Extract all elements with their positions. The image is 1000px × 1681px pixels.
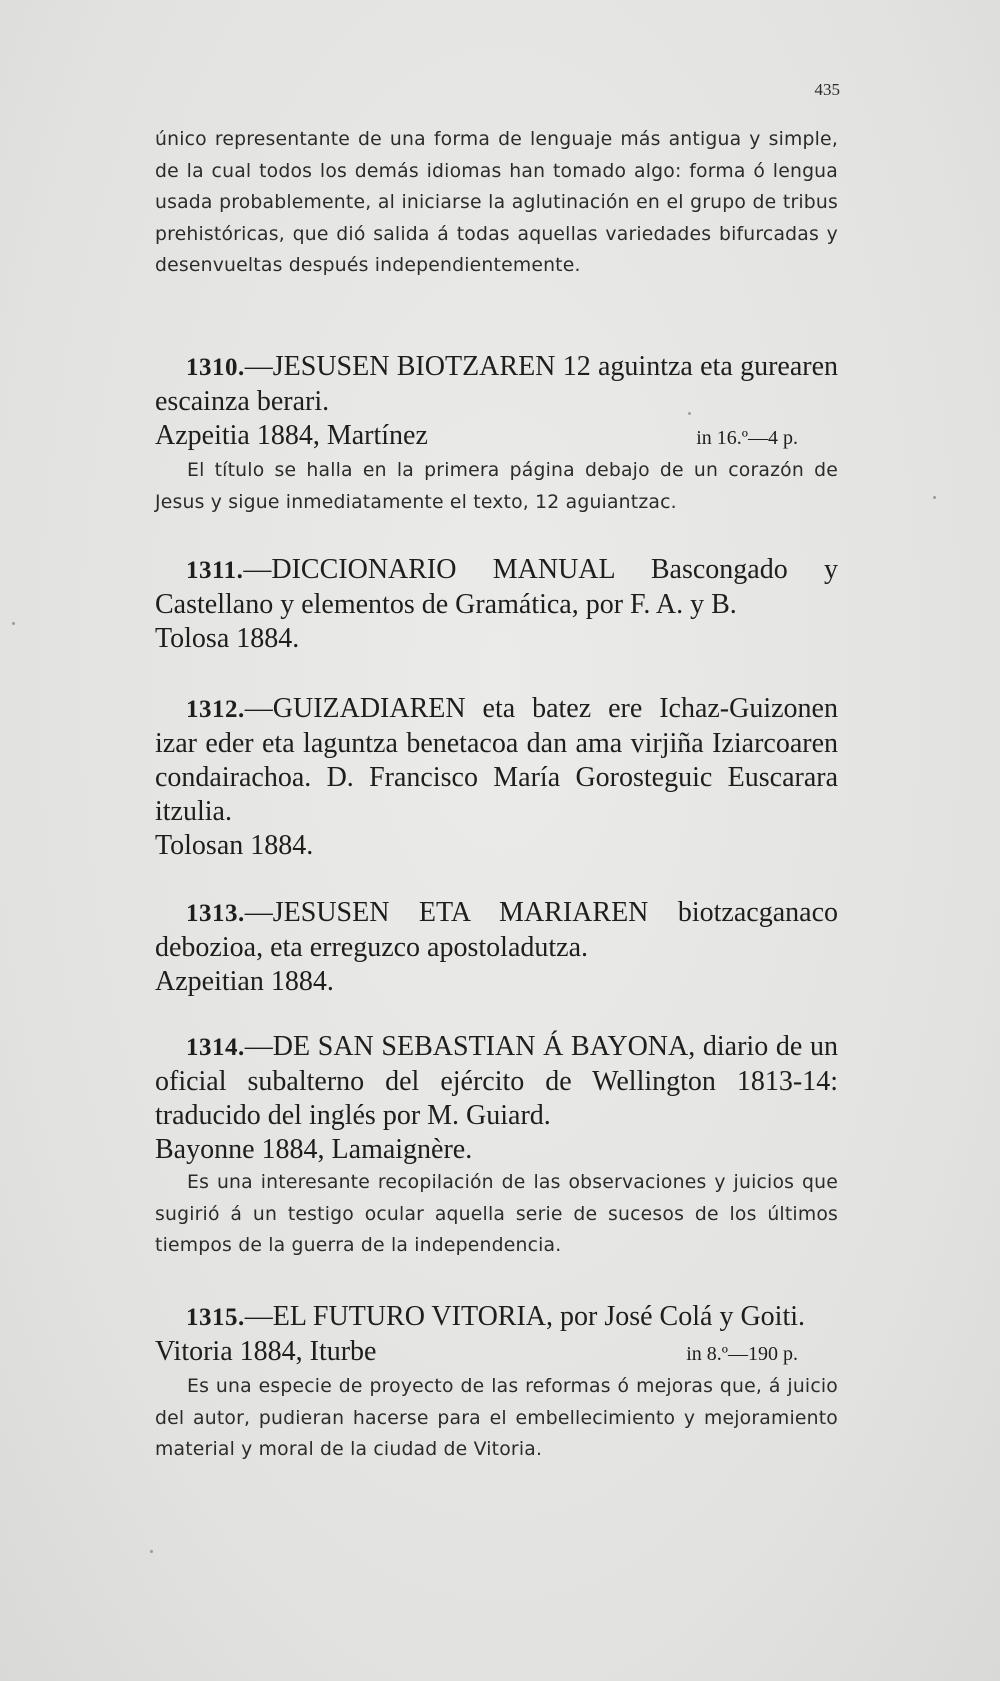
entry-imprint-row — [155, 965, 838, 999]
entry-1311 — [155, 553, 838, 656]
scan-speck — [933, 496, 936, 499]
entry-title-block — [155, 1300, 838, 1335]
scan-speck — [688, 412, 691, 415]
entry-number: 1310. — [186, 354, 245, 381]
entry-imprint-row — [155, 419, 838, 455]
entry-imprint: Bayonne 1884, Lamaignère. — [155, 1134, 473, 1165]
entry-number: 1314. — [186, 1034, 245, 1061]
entry-number: 1312. — [186, 696, 245, 723]
entry-format: in 8.º—190 p. — [686, 1343, 798, 1365]
entry-number: 1311. — [186, 557, 244, 584]
entry-title-block — [155, 350, 838, 419]
entry-imprint-row — [155, 1133, 838, 1167]
entry-title: —DICCIONARIO MANUAL Bascongado y Castellano y elementos de Gramática, por F. A. y B. — [155, 554, 838, 620]
scan-speck — [150, 1550, 153, 1553]
entry-title: —EL FUTURO VITORIA, por José Colá y Goiti. — [244, 1301, 805, 1332]
entry-imprint: Azpeitia 1884, Martínez — [155, 420, 428, 451]
entry-title: —DE SAN SEBASTIAN Á BAYONA, diario de un oficial subalterno del ejército de Wellington 1813-14: traducido del inglés por M. Guiard. — [155, 1031, 838, 1131]
entry-title-block — [155, 692, 838, 829]
entry-1315 — [155, 1300, 838, 1466]
entry-1314 — [155, 1030, 838, 1262]
entry-imprint-row — [155, 1335, 838, 1371]
entry-imprint: Tolosan 1884. — [155, 830, 314, 861]
intro-paragraph: único representante de una forma de lenguaje más antigua y simple, de la cual todos los demás idiomas han tomado algo: forma ó lengua usada probablemente, al iniciarse la aglutinación en el grupo de tribus prehistóricas, que dió salida á todas aquellas variedades bifurcadas y desenvueltas después independientemente. — [155, 129, 838, 276]
entry-title-block — [155, 1030, 838, 1133]
entry-number: 1313. — [186, 900, 245, 927]
entry-format: in 16.º—4 p. — [696, 427, 798, 449]
entry-imprint-row — [155, 622, 838, 656]
entry-imprint: Tolosa 1884. — [155, 623, 300, 654]
entry-imprint-row — [155, 829, 838, 863]
entry-1313 — [155, 896, 838, 999]
scan-speck — [12, 622, 15, 625]
entry-number: 1315. — [186, 1304, 245, 1331]
entry-title: —JESUSEN ETA MARIAREN biotzacganaco debozioa, eta erreguzco apostoladutza. — [155, 897, 838, 963]
entry-title: —GUIZADIAREN eta batez ere Ichaz-Guizonen izar eder eta laguntza benetacoa dan ama virjiña Iziarcoaren condairachoa. D. Francisco María Gorosteguic Euscarara itzulia. — [155, 693, 838, 827]
entry-note: Es una especie de proyecto de las reformas ó mejoras que, á juicio del autor, pudieran hacerse para el embellecimiento y mejoramiento material y moral de la ciudad de Vitoria. — [155, 1376, 838, 1460]
entry-imprint: Azpeitian 1884. — [155, 966, 334, 997]
entry-title-block — [155, 896, 838, 965]
entry-note: El título se halla en la primera página debajo de un corazón de Jesus y sigue inmediatamente el texto, 12 aguiantzac. — [155, 460, 838, 513]
entry-note: Es una interesante recopilación de las observaciones y juicios que sugirió á un testigo ocular aquella serie de sucesos de los últimos tiempos de la guerra de la independencia. — [155, 1172, 838, 1256]
entry-1310 — [155, 350, 838, 518]
entry-title: —JESUSEN BIOTZAREN 12 aguintza eta gurearen escainza berari. — [155, 351, 838, 417]
page-number: 435 — [814, 80, 840, 99]
entry-1312 — [155, 692, 838, 863]
entry-imprint: Vitoria 1884, Iturbe — [155, 1336, 377, 1367]
entry-title-block — [155, 553, 838, 622]
